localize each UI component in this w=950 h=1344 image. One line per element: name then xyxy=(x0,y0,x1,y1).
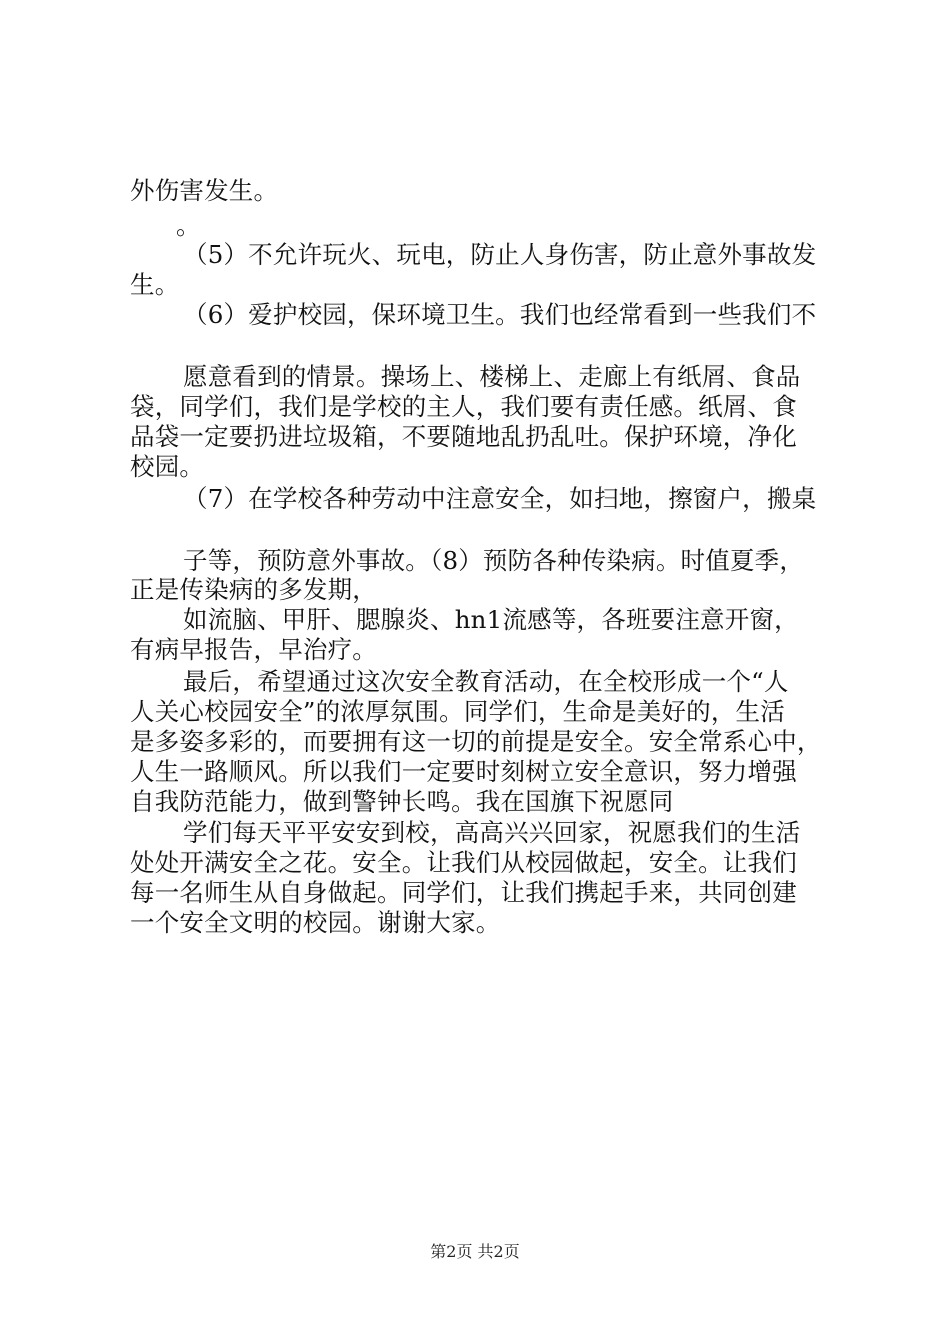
text-line: 每一名师生从自身做起。同学们，让我们携起手来，共同创建 xyxy=(130,878,797,907)
text-line: 子等，预防意外事故。（8）预防各种传染病。时值夏季， xyxy=(183,546,805,575)
text-line: 最后，希望通过这次安全教育活动，在全校形成一个“人 xyxy=(183,667,789,696)
text-line: （7）在学校各种劳动中注意安全，如扫地，擦窗户，搬桌 xyxy=(183,484,817,513)
text-line: 自我防范能力，做到警钟长鸣。我在国旗下祝愿同 xyxy=(130,787,674,816)
text-line: 生。 xyxy=(130,270,180,299)
text-line: 正是传染病的多发期， xyxy=(130,575,377,604)
text-line: （6）爱护校园，保环境卫生。我们也经常看到一些我们不 xyxy=(183,300,817,329)
page-number-footer: 第2页 共2页 xyxy=(430,1242,520,1261)
text-line: 袋，同学们，我们是学校的主人，我们要有责任感。纸屑、食 xyxy=(130,392,797,421)
text-line: 处处开满安全之花。安全。让我们从校园做起，安全。让我们 xyxy=(130,848,797,877)
text-line: 校园。 xyxy=(130,452,205,481)
text-line: 一个安全文明的校园。谢谢大家。 xyxy=(130,908,501,937)
text-line: 有病早报告，早治疗。 xyxy=(130,635,377,664)
text-line: 人生一路顺风。所以我们一定要时刻树立安全意识，努力增强 xyxy=(130,757,797,786)
text-line: 。 xyxy=(176,211,201,240)
text-line: 是多姿多彩的，而要拥有这一切的前提是安全。安全常系心中， xyxy=(130,727,822,756)
text-line: 愿意看到的情景。操场上、楼梯上、走廊上有纸屑、食品 xyxy=(183,362,801,391)
text-line: （5）不允许玩火、玩电，防止人身伤害，防止意外事故发 xyxy=(183,240,817,269)
text-line: 如流脑、甲肝、腮腺炎、hn1流感等，各班要注意开窗， xyxy=(183,605,799,634)
text-line: 学们每天平平安安到校，高高兴兴回家，祝愿我们的生活 xyxy=(183,818,801,847)
text-line: 外伤害发生。 xyxy=(130,176,279,205)
text-line: 品袋一定要扔进垃圾箱，不要随地乱扔乱吐。保护环境，净化 xyxy=(130,422,797,451)
text-line: 人关心校园安全”的浓厚氛围。同学们，生命是美好的，生活 xyxy=(130,697,785,726)
